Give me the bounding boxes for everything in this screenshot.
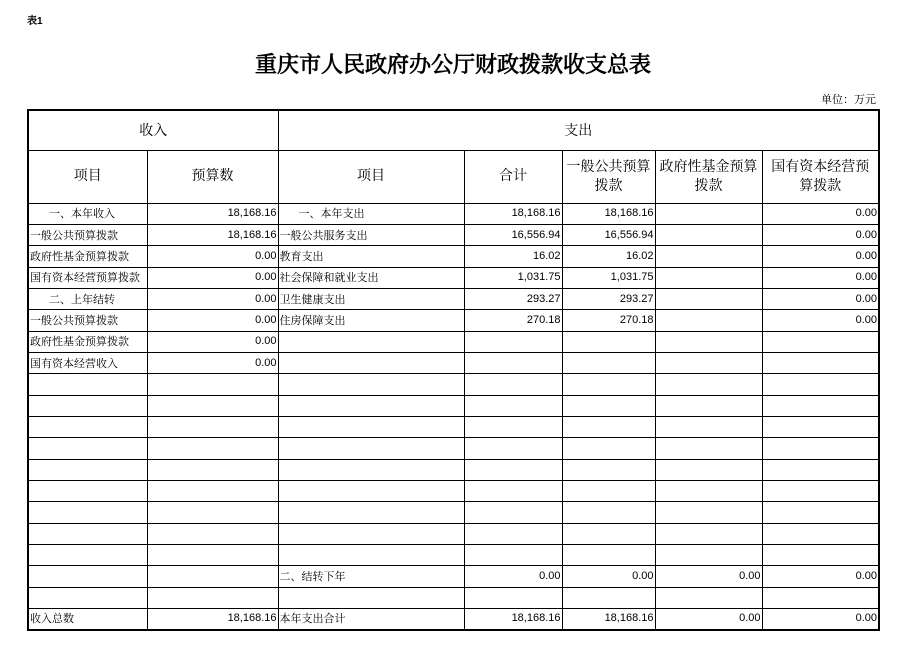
expense-item-cell: 卫生健康支出: [278, 288, 464, 309]
income-budget-amount-cell: [147, 395, 278, 416]
income-item-cell: [28, 523, 147, 544]
income-item-cell: [28, 459, 147, 480]
income-item-cell: [28, 587, 147, 608]
expense-total-cell: [464, 374, 562, 395]
income-item-cell: [28, 395, 147, 416]
expense-state-capital-budget-cell: [762, 438, 879, 459]
expense-gov-fund-budget-cell: [655, 224, 762, 245]
income-item-cell: 国有资本经营收入: [28, 352, 147, 373]
expense-gov-fund-budget-cell: [655, 352, 762, 373]
expense-item-cell: [278, 480, 464, 501]
expense-gov-fund-budget-cell: [655, 459, 762, 480]
expense-general-budget-cell: [562, 545, 655, 566]
expense-total-cell: 0.00: [464, 566, 562, 587]
expense-item-cell: [278, 374, 464, 395]
income-item-cell: [28, 502, 147, 523]
expense-total-cell: [464, 352, 562, 373]
income-item-cell: [28, 566, 147, 587]
expense-state-capital-budget-cell: 0.00: [762, 310, 879, 331]
income-budget-amount-cell: [147, 523, 278, 544]
income-budget-amount-cell: 0.00: [147, 331, 278, 352]
expense-gov-fund-budget-cell: [655, 545, 762, 566]
expense-gov-fund-budget-cell: [655, 502, 762, 523]
income-budget-amount-cell: [147, 416, 278, 437]
income-budget-amount-cell: [147, 587, 278, 608]
expense-general-budget-cell: [562, 374, 655, 395]
expense-total-cell: 293.27: [464, 288, 562, 309]
table-row: [28, 246, 879, 267]
income-budget-amount-cell: [147, 374, 278, 395]
expense-gov-fund-budget-cell: 0.00: [655, 566, 762, 587]
expense-total-cell: [464, 587, 562, 608]
expense-item-cell: 一、本年支出: [278, 203, 464, 224]
expense-item-header-label: 项目: [357, 168, 385, 184]
expense-total-cell: [464, 395, 562, 416]
income-item-cell: 一般公共预算拨款: [28, 310, 147, 331]
expense-item-cell: 社会保障和就业支出: [278, 267, 464, 288]
expense-item-cell: [278, 523, 464, 544]
general-budget-header: [562, 150, 655, 203]
income-budget-header: [147, 150, 278, 203]
expense-state-capital-budget-cell: [762, 545, 879, 566]
expense-item-cell: 二、结转下年: [278, 566, 464, 587]
gov-fund-budget-header: [655, 150, 762, 203]
table-row: [28, 352, 879, 373]
expense-gov-fund-budget-cell: [655, 288, 762, 309]
expense-total-header-label: 合计: [499, 168, 527, 184]
expense-total-cell: 1,031.75: [464, 267, 562, 288]
table-row: [28, 502, 879, 523]
expense-total-cell: [464, 545, 562, 566]
table-row: [28, 288, 879, 309]
income-budget-amount-cell: 0.00: [147, 288, 278, 309]
expense-item-cell: [278, 438, 464, 459]
income-budget-amount-cell: 0.00: [147, 310, 278, 331]
income-item-cell: 一、本年收入: [28, 203, 147, 224]
table-row: [28, 203, 879, 224]
income-group-header: 收入: [28, 110, 278, 150]
expense-gov-fund-budget-cell: 0.00: [655, 609, 762, 630]
table-row: [28, 438, 879, 459]
income-item-header-label: 项目: [73, 168, 102, 184]
expense-item-cell: [278, 416, 464, 437]
table-row: [28, 310, 879, 331]
expense-item-cell: [278, 502, 464, 523]
expense-item-cell: 一般公共服务支出: [278, 224, 464, 245]
expense-gov-fund-budget-cell: [655, 267, 762, 288]
expense-general-budget-cell: 16.02: [562, 246, 655, 267]
unit-label: 单位：万元: [821, 93, 876, 106]
income-item-cell: [28, 545, 147, 566]
expense-general-budget-cell: [562, 395, 655, 416]
expense-general-budget-cell: [562, 331, 655, 352]
income-budget-amount-cell: [147, 545, 278, 566]
expense-general-budget-cell: 1,031.75: [562, 267, 655, 288]
expense-state-capital-budget-cell: [762, 502, 879, 523]
expense-gov-fund-budget-cell: [655, 438, 762, 459]
income-item-cell: 政府性基金预算拨款: [28, 331, 147, 352]
expense-state-capital-budget-cell: [762, 459, 879, 480]
expense-gov-fund-budget-cell: [655, 310, 762, 331]
expense-item-cell: 本年支出合计: [278, 609, 464, 630]
expense-total-cell: [464, 502, 562, 523]
state-capital-budget-header: [762, 150, 879, 203]
expense-item-cell: [278, 331, 464, 352]
expense-total-cell: [464, 331, 562, 352]
page-title: 重庆市人民政府办公厅财政拨款收支总表: [254, 53, 651, 78]
expense-gov-fund-budget-cell: [655, 374, 762, 395]
expense-state-capital-budget-cell: 0.00: [762, 609, 879, 630]
expense-gov-fund-budget-cell: [655, 523, 762, 544]
table-row: [28, 587, 879, 608]
expense-general-budget-cell: [562, 587, 655, 608]
expense-state-capital-budget-cell: 0.00: [762, 566, 879, 587]
expense-item-cell: [278, 352, 464, 373]
header-group-row: [28, 110, 879, 150]
expense-item-cell: 住房保障支出: [278, 310, 464, 331]
expense-state-capital-budget-cell: [762, 523, 879, 544]
expense-general-budget-cell: [562, 438, 655, 459]
table-header: [28, 110, 879, 203]
income-budget-amount-cell: 18,168.16: [147, 203, 278, 224]
table-row: [28, 480, 879, 501]
general-budget-header-label: 一般公共预算拨款: [566, 158, 651, 194]
expense-gov-fund-budget-cell: [655, 587, 762, 608]
expense-general-budget-cell: [562, 459, 655, 480]
table-row: [28, 224, 879, 245]
state-capital-budget-header-label: 国有资本经营预算拨款: [771, 158, 870, 194]
expense-state-capital-budget-cell: [762, 352, 879, 373]
income-item-cell: 政府性基金预算拨款: [28, 246, 147, 267]
expense-state-capital-budget-cell: [762, 331, 879, 352]
income-item-cell: 收入总数: [28, 609, 147, 630]
table-body: [28, 203, 879, 630]
expense-general-budget-cell: 0.00: [562, 566, 655, 587]
expense-state-capital-budget-cell: 0.00: [762, 246, 879, 267]
expense-gov-fund-budget-cell: [655, 416, 762, 437]
income-budget-amount-cell: 0.00: [147, 267, 278, 288]
expense-state-capital-budget-cell: [762, 480, 879, 501]
expense-general-budget-cell: 293.27: [562, 288, 655, 309]
expense-total-cell: 16.02: [464, 246, 562, 267]
table-row: [28, 523, 879, 544]
expense-general-budget-cell: 18,168.16: [562, 203, 655, 224]
income-budget-amount-cell: [147, 459, 278, 480]
gov-fund-budget-header-label: 政府性基金预算拨款: [659, 158, 758, 194]
expense-total-cell: [464, 523, 562, 544]
expense-total-cell: 18,168.16: [464, 203, 562, 224]
expense-general-budget-cell: [562, 502, 655, 523]
budget-summary-table: [27, 109, 880, 631]
table-row: [28, 267, 879, 288]
expense-state-capital-budget-cell: 0.00: [762, 224, 879, 245]
table-row: [28, 566, 879, 587]
table-row: [28, 331, 879, 352]
expense-state-capital-budget-cell: [762, 416, 879, 437]
table-row: [28, 416, 879, 437]
expense-gov-fund-budget-cell: [655, 395, 762, 416]
expense-item-cell: [278, 459, 464, 480]
table-number-label: 表1: [27, 16, 43, 27]
expense-item-cell: [278, 545, 464, 566]
expense-gov-fund-budget-cell: [655, 480, 762, 501]
income-item-header: [28, 150, 147, 203]
income-item-cell: 一般公共预算拨款: [28, 224, 147, 245]
expense-total-cell: 270.18: [464, 310, 562, 331]
income-item-cell: 国有资本经营预算拨款: [28, 267, 147, 288]
income-item-cell: 二、上年结转: [28, 288, 147, 309]
expense-gov-fund-budget-cell: [655, 246, 762, 267]
table-row: [28, 374, 879, 395]
expense-general-budget-cell: [562, 523, 655, 544]
expense-total-cell: [464, 480, 562, 501]
expense-item-cell: 教育支出: [278, 246, 464, 267]
expense-general-budget-cell: 270.18: [562, 310, 655, 331]
expense-total-cell: [464, 416, 562, 437]
income-budget-amount-cell: 0.00: [147, 246, 278, 267]
expense-group-header: 支出: [278, 110, 879, 150]
income-item-cell: [28, 480, 147, 501]
income-budget-amount-cell: [147, 480, 278, 501]
table-row: [28, 609, 879, 630]
income-budget-amount-cell: 18,168.16: [147, 609, 278, 630]
income-item-cell: [28, 374, 147, 395]
table-row: [28, 545, 879, 566]
income-budget-amount-cell: 18,168.16: [147, 224, 278, 245]
expense-state-capital-budget-cell: 0.00: [762, 203, 879, 224]
income-budget-amount-cell: [147, 502, 278, 523]
income-item-cell: [28, 438, 147, 459]
income-budget-amount-cell: [147, 438, 278, 459]
expense-total-cell: [464, 459, 562, 480]
expense-state-capital-budget-cell: [762, 587, 879, 608]
income-budget-amount-cell: [147, 566, 278, 587]
expense-item-header: [278, 150, 464, 203]
table-row: [28, 459, 879, 480]
expense-state-capital-budget-cell: [762, 395, 879, 416]
expense-total-cell: 18,168.16: [464, 609, 562, 630]
expense-item-cell: [278, 395, 464, 416]
expense-state-capital-budget-cell: [762, 374, 879, 395]
expense-total-header: [464, 150, 562, 203]
expense-gov-fund-budget-cell: [655, 331, 762, 352]
income-budget-header-label: 预算数: [191, 168, 234, 184]
expense-general-budget-cell: [562, 480, 655, 501]
expense-item-cell: [278, 587, 464, 608]
expense-total-cell: 16,556.94: [464, 224, 562, 245]
expense-state-capital-budget-cell: 0.00: [762, 267, 879, 288]
expense-general-budget-cell: [562, 352, 655, 373]
income-item-cell: [28, 416, 147, 437]
expense-general-budget-cell: [562, 416, 655, 437]
expense-total-cell: [464, 438, 562, 459]
expense-state-capital-budget-cell: 0.00: [762, 288, 879, 309]
income-budget-amount-cell: 0.00: [147, 352, 278, 373]
expense-general-budget-cell: 18,168.16: [562, 609, 655, 630]
table-row: [28, 395, 879, 416]
expense-general-budget-cell: 16,556.94: [562, 224, 655, 245]
expense-gov-fund-budget-cell: [655, 203, 762, 224]
header-column-row: [28, 150, 879, 203]
